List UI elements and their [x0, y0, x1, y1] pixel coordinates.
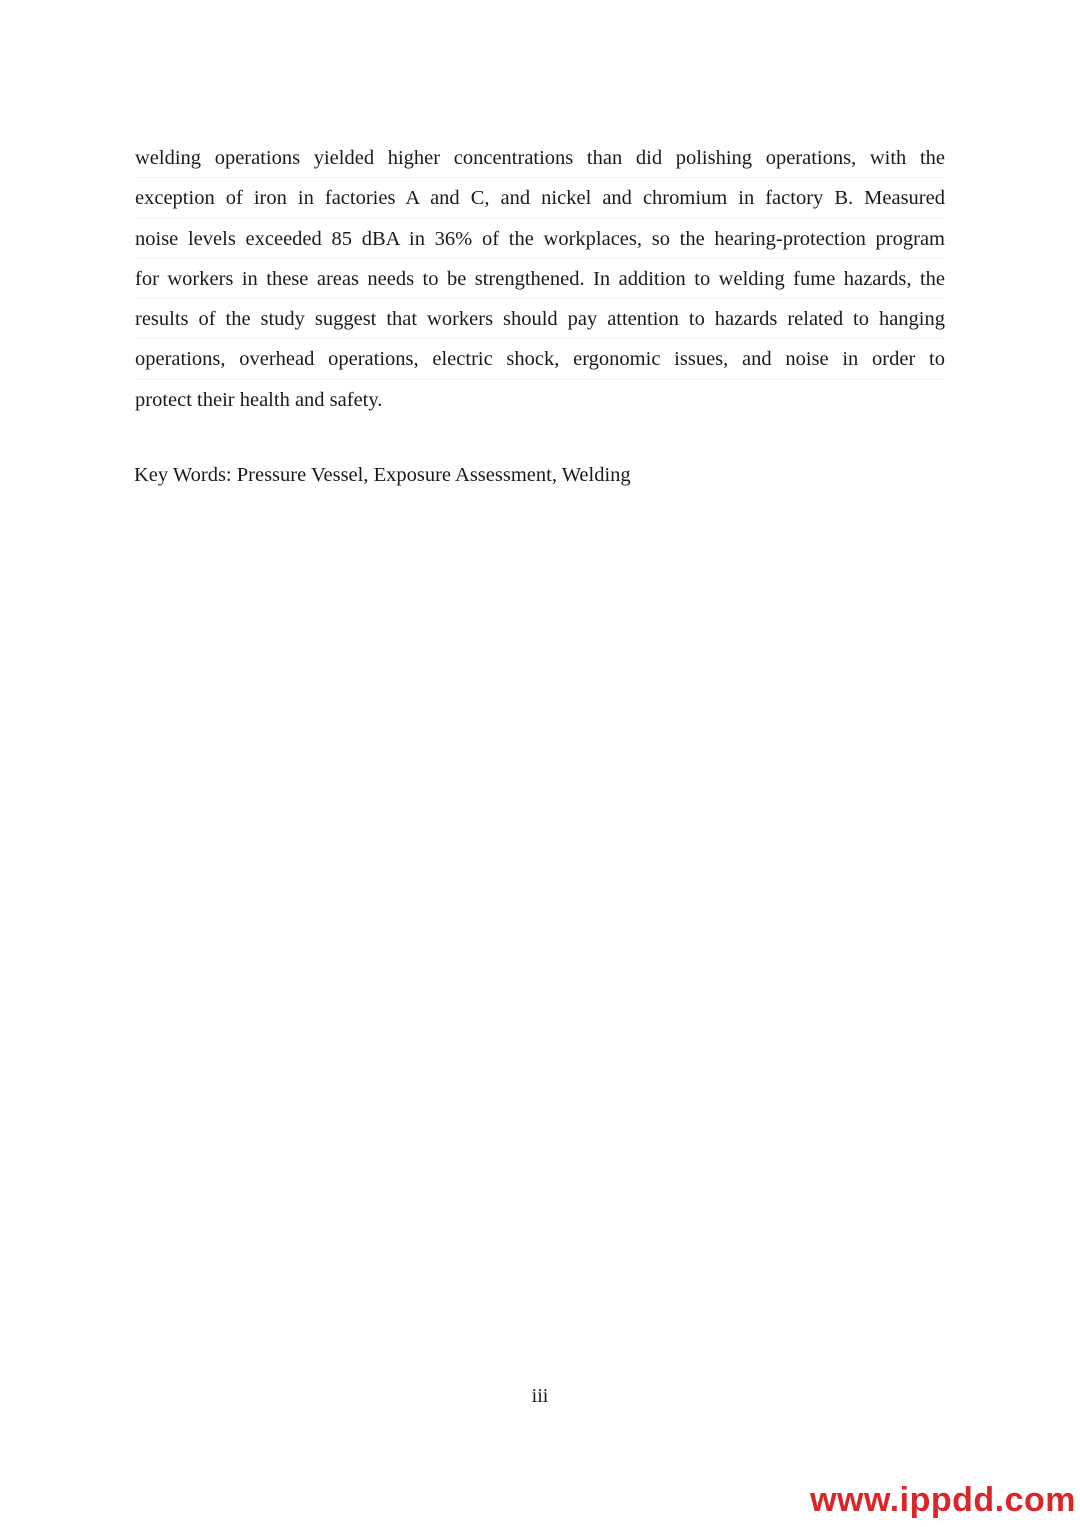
watermark: www.ippdd.com — [810, 1481, 1076, 1519]
keywords — [134, 458, 631, 492]
abstract-paragraph — [135, 138, 945, 420]
keywords-label: Key Words: — [134, 464, 232, 486]
abstract-line: results of the study suggest that workers should pay attention to hazards related to hanging — [135, 299, 945, 339]
abstract-line: noise levels exceeded 85 dBA in 36% of the workplaces, so the hearing-protection program — [135, 219, 945, 259]
page-number: iii — [531, 1385, 549, 1407]
abstract-line: exception of iron in factories A and C, and nickel and chromium in factory B. Measured — [135, 178, 945, 218]
abstract-line: for workers in these areas needs to be strengthened. In addition to welding fume hazards, the — [135, 259, 945, 299]
keywords-text: Pressure Vessel, Exposure Assessment, Welding — [236, 464, 631, 486]
abstract-line: protect their health and safety. — [135, 388, 383, 411]
abstract-line: operations, overhead operations, electric shock, ergonomic issues, and noise in order to — [135, 339, 945, 379]
abstract-line: welding operations yielded higher concentrations than did polishing operations, with the — [135, 138, 945, 178]
